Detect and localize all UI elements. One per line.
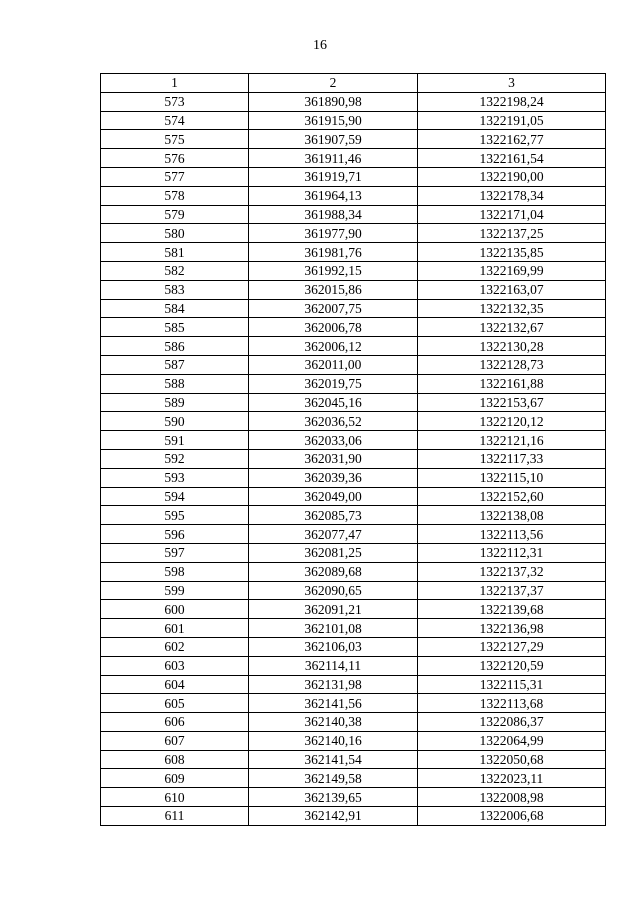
x-coordinate-cell: 361964,13 bbox=[249, 186, 418, 205]
table-row bbox=[101, 506, 606, 525]
x-coordinate-cell: 361911,46 bbox=[249, 149, 418, 168]
x-coordinate-cell: 361915,90 bbox=[249, 111, 418, 130]
x-coordinate-cell: 362106,03 bbox=[249, 637, 418, 656]
x-coordinate-cell: 361981,76 bbox=[249, 243, 418, 262]
y-coordinate-cell: 1322138,08 bbox=[418, 506, 606, 525]
table-row bbox=[101, 243, 606, 262]
x-coordinate-cell: 362015,86 bbox=[249, 280, 418, 299]
y-coordinate-cell: 1322113,68 bbox=[418, 694, 606, 713]
point-number-cell: 590 bbox=[101, 412, 249, 431]
x-coordinate-cell: 362141,54 bbox=[249, 750, 418, 769]
table-row bbox=[101, 713, 606, 732]
point-number-cell: 596 bbox=[101, 525, 249, 544]
point-number-cell: 589 bbox=[101, 393, 249, 412]
y-coordinate-cell: 1322161,88 bbox=[418, 374, 606, 393]
point-number-cell: 595 bbox=[101, 506, 249, 525]
point-number-cell: 608 bbox=[101, 750, 249, 769]
point-number-cell: 579 bbox=[101, 205, 249, 224]
x-coordinate-cell: 361988,34 bbox=[249, 205, 418, 224]
x-coordinate-cell: 362139,65 bbox=[249, 788, 418, 807]
table-row bbox=[101, 337, 606, 356]
y-coordinate-cell: 1322161,54 bbox=[418, 149, 606, 168]
table-row bbox=[101, 562, 606, 581]
point-number-cell: 610 bbox=[101, 788, 249, 807]
table-row bbox=[101, 788, 606, 807]
table-row bbox=[101, 675, 606, 694]
y-coordinate-cell: 1322112,31 bbox=[418, 543, 606, 562]
table-row bbox=[101, 750, 606, 769]
table-row bbox=[101, 656, 606, 675]
point-number-cell: 574 bbox=[101, 111, 249, 130]
table-row bbox=[101, 487, 606, 506]
table-row bbox=[101, 543, 606, 562]
table-row bbox=[101, 525, 606, 544]
x-coordinate-cell: 362049,00 bbox=[249, 487, 418, 506]
column-header: 2 bbox=[249, 74, 418, 93]
point-number-cell: 581 bbox=[101, 243, 249, 262]
y-coordinate-cell: 1322086,37 bbox=[418, 713, 606, 732]
y-coordinate-cell: 1322152,60 bbox=[418, 487, 606, 506]
page-number: 16 bbox=[313, 38, 327, 53]
point-number-cell: 611 bbox=[101, 807, 249, 826]
table-row bbox=[101, 637, 606, 656]
y-coordinate-cell: 1322115,10 bbox=[418, 468, 606, 487]
y-coordinate-cell: 1322162,77 bbox=[418, 130, 606, 149]
x-coordinate-cell: 362031,90 bbox=[249, 449, 418, 468]
x-coordinate-cell: 362011,00 bbox=[249, 355, 418, 374]
point-number-cell: 606 bbox=[101, 713, 249, 732]
point-number-cell: 583 bbox=[101, 280, 249, 299]
column-header: 3 bbox=[418, 74, 606, 93]
y-coordinate-cell: 1322137,25 bbox=[418, 224, 606, 243]
y-coordinate-cell: 1322132,67 bbox=[418, 318, 606, 337]
point-number-cell: 603 bbox=[101, 656, 249, 675]
coordinates-table bbox=[100, 73, 606, 826]
y-coordinate-cell: 1322008,98 bbox=[418, 788, 606, 807]
table-row bbox=[101, 130, 606, 149]
point-number-cell: 601 bbox=[101, 619, 249, 638]
point-number-cell: 578 bbox=[101, 186, 249, 205]
x-coordinate-cell: 361890,98 bbox=[249, 92, 418, 111]
y-coordinate-cell: 1322163,07 bbox=[418, 280, 606, 299]
point-number-cell: 599 bbox=[101, 581, 249, 600]
table-row bbox=[101, 431, 606, 450]
x-coordinate-cell: 361919,71 bbox=[249, 167, 418, 186]
point-number-cell: 593 bbox=[101, 468, 249, 487]
point-number-cell: 607 bbox=[101, 731, 249, 750]
x-coordinate-cell: 362006,12 bbox=[249, 337, 418, 356]
table-row bbox=[101, 412, 606, 431]
column-header: 1 bbox=[101, 74, 249, 93]
y-coordinate-cell: 1322135,85 bbox=[418, 243, 606, 262]
x-coordinate-cell: 362045,16 bbox=[249, 393, 418, 412]
table-row bbox=[101, 261, 606, 280]
table-row bbox=[101, 167, 606, 186]
point-number-cell: 604 bbox=[101, 675, 249, 694]
x-coordinate-cell: 362140,38 bbox=[249, 713, 418, 732]
table-row bbox=[101, 111, 606, 130]
x-coordinate-cell: 362033,06 bbox=[249, 431, 418, 450]
table-row bbox=[101, 299, 606, 318]
y-coordinate-cell: 1322132,35 bbox=[418, 299, 606, 318]
x-coordinate-cell: 362007,75 bbox=[249, 299, 418, 318]
y-coordinate-cell: 1322169,99 bbox=[418, 261, 606, 280]
x-coordinate-cell: 362141,56 bbox=[249, 694, 418, 713]
point-number-cell: 580 bbox=[101, 224, 249, 243]
x-coordinate-cell: 362006,78 bbox=[249, 318, 418, 337]
table-row bbox=[101, 205, 606, 224]
table-row bbox=[101, 393, 606, 412]
x-coordinate-cell: 362081,25 bbox=[249, 543, 418, 562]
point-number-cell: 602 bbox=[101, 637, 249, 656]
y-coordinate-cell: 1322191,05 bbox=[418, 111, 606, 130]
point-number-cell: 592 bbox=[101, 449, 249, 468]
y-coordinate-cell: 1322117,33 bbox=[418, 449, 606, 468]
table-row bbox=[101, 186, 606, 205]
point-number-cell: 588 bbox=[101, 374, 249, 393]
x-coordinate-cell: 362090,65 bbox=[249, 581, 418, 600]
table-header-row bbox=[101, 74, 606, 93]
point-number-cell: 594 bbox=[101, 487, 249, 506]
y-coordinate-cell: 1322198,24 bbox=[418, 92, 606, 111]
table-row bbox=[101, 769, 606, 788]
y-coordinate-cell: 1322115,31 bbox=[418, 675, 606, 694]
x-coordinate-cell: 362114,11 bbox=[249, 656, 418, 675]
table-row bbox=[101, 280, 606, 299]
point-number-cell: 586 bbox=[101, 337, 249, 356]
table-body bbox=[101, 92, 606, 825]
point-number-cell: 577 bbox=[101, 167, 249, 186]
y-coordinate-cell: 1322113,56 bbox=[418, 525, 606, 544]
table-row bbox=[101, 92, 606, 111]
table-row bbox=[101, 581, 606, 600]
point-number-cell: 609 bbox=[101, 769, 249, 788]
point-number-cell: 575 bbox=[101, 130, 249, 149]
point-number-cell: 584 bbox=[101, 299, 249, 318]
point-number-cell: 600 bbox=[101, 600, 249, 619]
x-coordinate-cell: 362039,36 bbox=[249, 468, 418, 487]
x-coordinate-cell: 362131,98 bbox=[249, 675, 418, 694]
table-row bbox=[101, 731, 606, 750]
x-coordinate-cell: 362036,52 bbox=[249, 412, 418, 431]
table-row bbox=[101, 374, 606, 393]
y-coordinate-cell: 1322130,28 bbox=[418, 337, 606, 356]
y-coordinate-cell: 1322178,34 bbox=[418, 186, 606, 205]
x-coordinate-cell: 361977,90 bbox=[249, 224, 418, 243]
x-coordinate-cell: 362085,73 bbox=[249, 506, 418, 525]
point-number-cell: 576 bbox=[101, 149, 249, 168]
y-coordinate-cell: 1322127,29 bbox=[418, 637, 606, 656]
y-coordinate-cell: 1322137,37 bbox=[418, 581, 606, 600]
y-coordinate-cell: 1322190,00 bbox=[418, 167, 606, 186]
y-coordinate-cell: 1322050,68 bbox=[418, 750, 606, 769]
y-coordinate-cell: 1322128,73 bbox=[418, 355, 606, 374]
y-coordinate-cell: 1322137,32 bbox=[418, 562, 606, 581]
x-coordinate-cell: 361907,59 bbox=[249, 130, 418, 149]
table-row bbox=[101, 355, 606, 374]
x-coordinate-cell: 362149,58 bbox=[249, 769, 418, 788]
table-row bbox=[101, 149, 606, 168]
table-row bbox=[101, 449, 606, 468]
table-row bbox=[101, 694, 606, 713]
point-number-cell: 582 bbox=[101, 261, 249, 280]
y-coordinate-cell: 1322136,98 bbox=[418, 619, 606, 638]
x-coordinate-cell: 362101,08 bbox=[249, 619, 418, 638]
point-number-cell: 587 bbox=[101, 355, 249, 374]
table-row bbox=[101, 600, 606, 619]
x-coordinate-cell: 362091,21 bbox=[249, 600, 418, 619]
point-number-cell: 605 bbox=[101, 694, 249, 713]
x-coordinate-cell: 362142,91 bbox=[249, 807, 418, 826]
point-number-cell: 591 bbox=[101, 431, 249, 450]
x-coordinate-cell: 362019,75 bbox=[249, 374, 418, 393]
y-coordinate-cell: 1322171,04 bbox=[418, 205, 606, 224]
table-row bbox=[101, 468, 606, 487]
table-row bbox=[101, 224, 606, 243]
y-coordinate-cell: 1322139,68 bbox=[418, 600, 606, 619]
point-number-cell: 573 bbox=[101, 92, 249, 111]
x-coordinate-cell: 362089,68 bbox=[249, 562, 418, 581]
y-coordinate-cell: 1322023,11 bbox=[418, 769, 606, 788]
y-coordinate-cell: 1322121,16 bbox=[418, 431, 606, 450]
y-coordinate-cell: 1322120,12 bbox=[418, 412, 606, 431]
x-coordinate-cell: 361992,15 bbox=[249, 261, 418, 280]
point-number-cell: 597 bbox=[101, 543, 249, 562]
y-coordinate-cell: 1322153,67 bbox=[418, 393, 606, 412]
table-row bbox=[101, 619, 606, 638]
x-coordinate-cell: 362077,47 bbox=[249, 525, 418, 544]
point-number-cell: 585 bbox=[101, 318, 249, 337]
y-coordinate-cell: 1322064,99 bbox=[418, 731, 606, 750]
point-number-cell: 598 bbox=[101, 562, 249, 581]
y-coordinate-cell: 1322120,59 bbox=[418, 656, 606, 675]
x-coordinate-cell: 362140,16 bbox=[249, 731, 418, 750]
y-coordinate-cell: 1322006,68 bbox=[418, 807, 606, 826]
table-row bbox=[101, 318, 606, 337]
table-row bbox=[101, 807, 606, 826]
